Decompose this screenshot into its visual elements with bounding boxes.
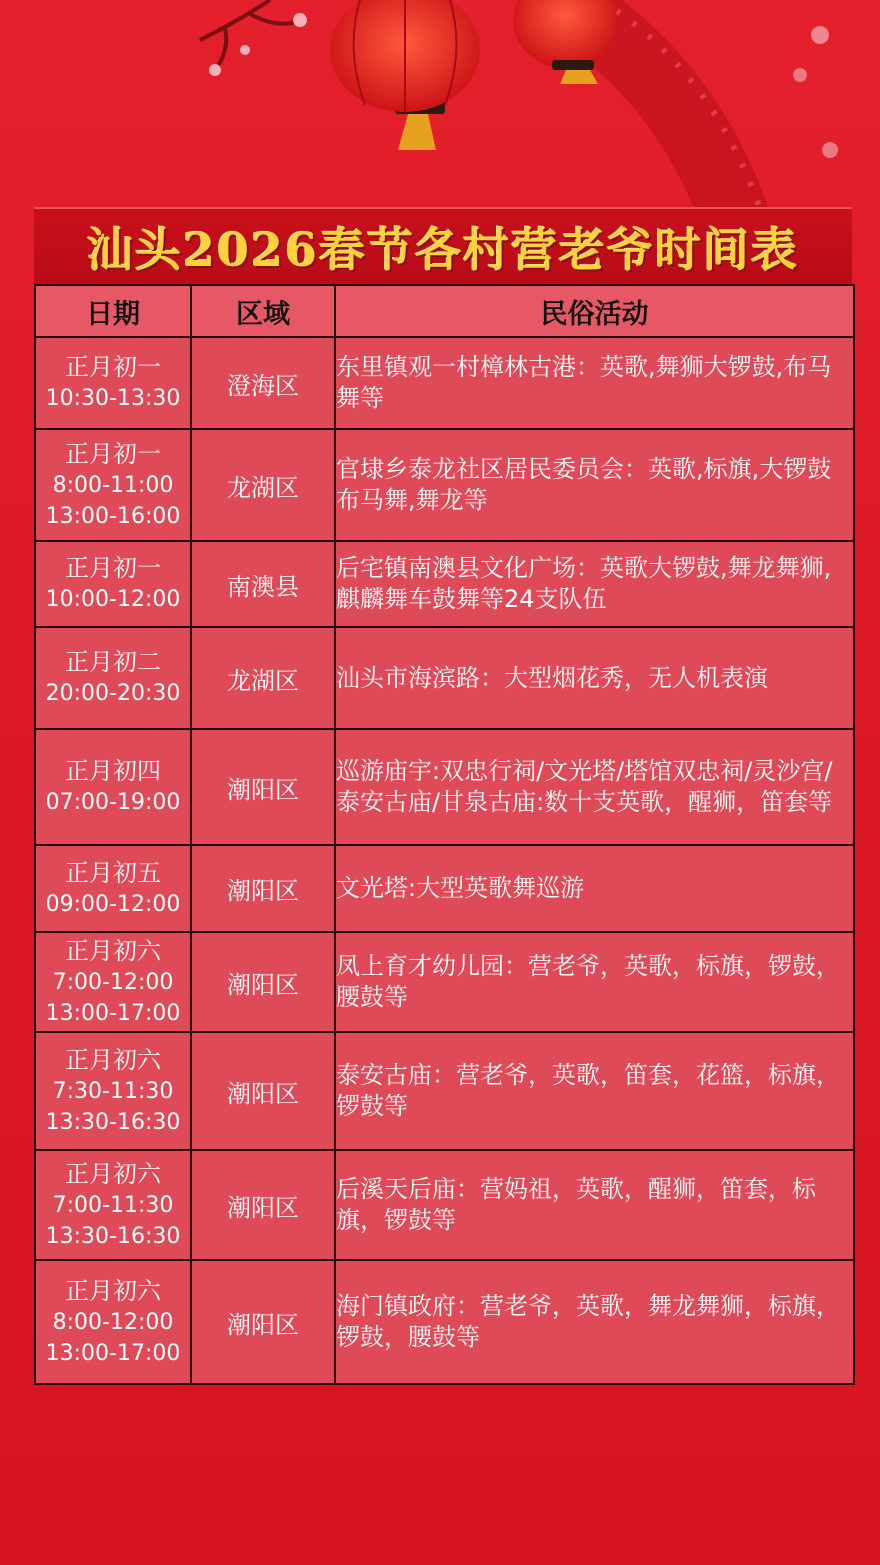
- time: 13:30-16:30: [45, 1109, 181, 1135]
- activity-cell: 文光塔:大型英歌舞巡游: [335, 845, 854, 932]
- table-row: [35, 729, 854, 845]
- time: 10:00-12:00: [45, 587, 181, 612]
- schedule-table: [34, 284, 855, 1385]
- time: 7:30-11:30: [52, 1078, 174, 1104]
- time: 07:00-19:00: [45, 790, 181, 815]
- date: 正月初四: [65, 757, 161, 785]
- table-row: [35, 1260, 854, 1384]
- date: 正月初一: [65, 554, 161, 582]
- area-cell: 龙湖区: [191, 627, 335, 729]
- table-row: [35, 1032, 854, 1150]
- time: 13:00-16:00: [45, 503, 181, 529]
- date-cell: [35, 627, 191, 729]
- area-cell: 潮阳区: [191, 1150, 335, 1260]
- date-cell: [35, 429, 191, 541]
- activity-cell: 东里镇观一村樟林古港：英歌,舞狮大锣鼓,布马舞等: [335, 337, 854, 429]
- table-row: [35, 429, 854, 541]
- time: 13:30-16:30: [45, 1223, 181, 1249]
- date: 正月初一: [65, 353, 161, 381]
- date-cell: [35, 845, 191, 932]
- date-cell: [35, 1032, 191, 1150]
- date-cell: [35, 1150, 191, 1260]
- area-cell: 潮阳区: [191, 1032, 335, 1150]
- activity-cell: 海门镇政府：营老爷，英歌，舞龙舞狮，标旗，锣鼓，腰鼓等: [335, 1260, 854, 1384]
- date: 正月初二: [65, 648, 161, 676]
- date-cell: [35, 1260, 191, 1384]
- table-row: [35, 845, 854, 932]
- table-header-row: [35, 285, 854, 337]
- header-area: 区域: [191, 285, 335, 337]
- table-row: [35, 541, 854, 627]
- area-cell: 潮阳区: [191, 932, 335, 1032]
- date-cell: [35, 337, 191, 429]
- table-row: [35, 1150, 854, 1260]
- date: 正月初六: [65, 1276, 161, 1305]
- activity-cell: 后宅镇南澳县文化广场：英歌大锣鼓,舞龙舞狮,麒麟舞车鼓舞等24支队伍: [335, 541, 854, 627]
- table-row: [35, 627, 854, 729]
- area-cell: 潮阳区: [191, 1260, 335, 1384]
- title-banner: [34, 207, 852, 285]
- time: 20:00-20:30: [45, 681, 181, 706]
- header-activity: 民俗活动: [335, 285, 854, 337]
- date: 正月初六: [65, 1045, 161, 1074]
- activity-cell: 泰安古庙：营老爷，英歌，笛套，花篮，标旗，锣鼓等: [335, 1032, 854, 1150]
- page-title: 汕头2026春节各村营老爷时间表: [86, 223, 800, 277]
- date: 正月初一: [65, 439, 161, 468]
- date-cell: [35, 541, 191, 627]
- activity-cell: 凤上育才幼儿园：营老爷，英歌，标旗，锣鼓，腰鼓等: [335, 932, 854, 1032]
- table-row: [35, 932, 854, 1032]
- area-cell: 南澳县: [191, 541, 335, 627]
- time: 8:00-11:00: [52, 472, 174, 498]
- area-cell: 潮阳区: [191, 729, 335, 845]
- date-cell: [35, 932, 191, 1032]
- area-cell: 龙湖区: [191, 429, 335, 541]
- time: 7:00-12:00: [52, 969, 174, 995]
- area-cell: 澄海区: [191, 337, 335, 429]
- header-date: 日期: [35, 285, 191, 337]
- time: 09:00-12:00: [45, 891, 181, 917]
- table-row: [35, 337, 854, 429]
- activity-cell: 官埭乡泰龙社区居民委员会：英歌,标旗,大锣鼓布马舞,舞龙等: [335, 429, 854, 541]
- time: 8:00-12:00: [52, 1309, 174, 1335]
- time: 10:30-13:30: [45, 386, 181, 411]
- time: 7:00-11:30: [52, 1192, 174, 1218]
- area-cell: 潮阳区: [191, 845, 335, 932]
- time: 13:00-17:00: [45, 1340, 181, 1366]
- date: 正月初六: [65, 936, 161, 965]
- time: 13:00-17:00: [45, 1000, 181, 1026]
- date-cell: [35, 729, 191, 845]
- activity-cell: 汕头市海滨路：大型烟花秀，无人机表演: [335, 627, 854, 729]
- date: 正月初五: [65, 858, 161, 887]
- date: 正月初六: [65, 1159, 161, 1188]
- activity-cell: 巡游庙宇:双忠行祠/文光塔/塔馆双忠祠/灵沙宫/泰安古庙/甘泉古庙:数十支英歌，醒狮，笛套等: [335, 729, 854, 845]
- activity-cell: 后溪天后庙：营妈祖，英歌，醒狮，笛套，标旗，锣鼓等: [335, 1150, 854, 1260]
